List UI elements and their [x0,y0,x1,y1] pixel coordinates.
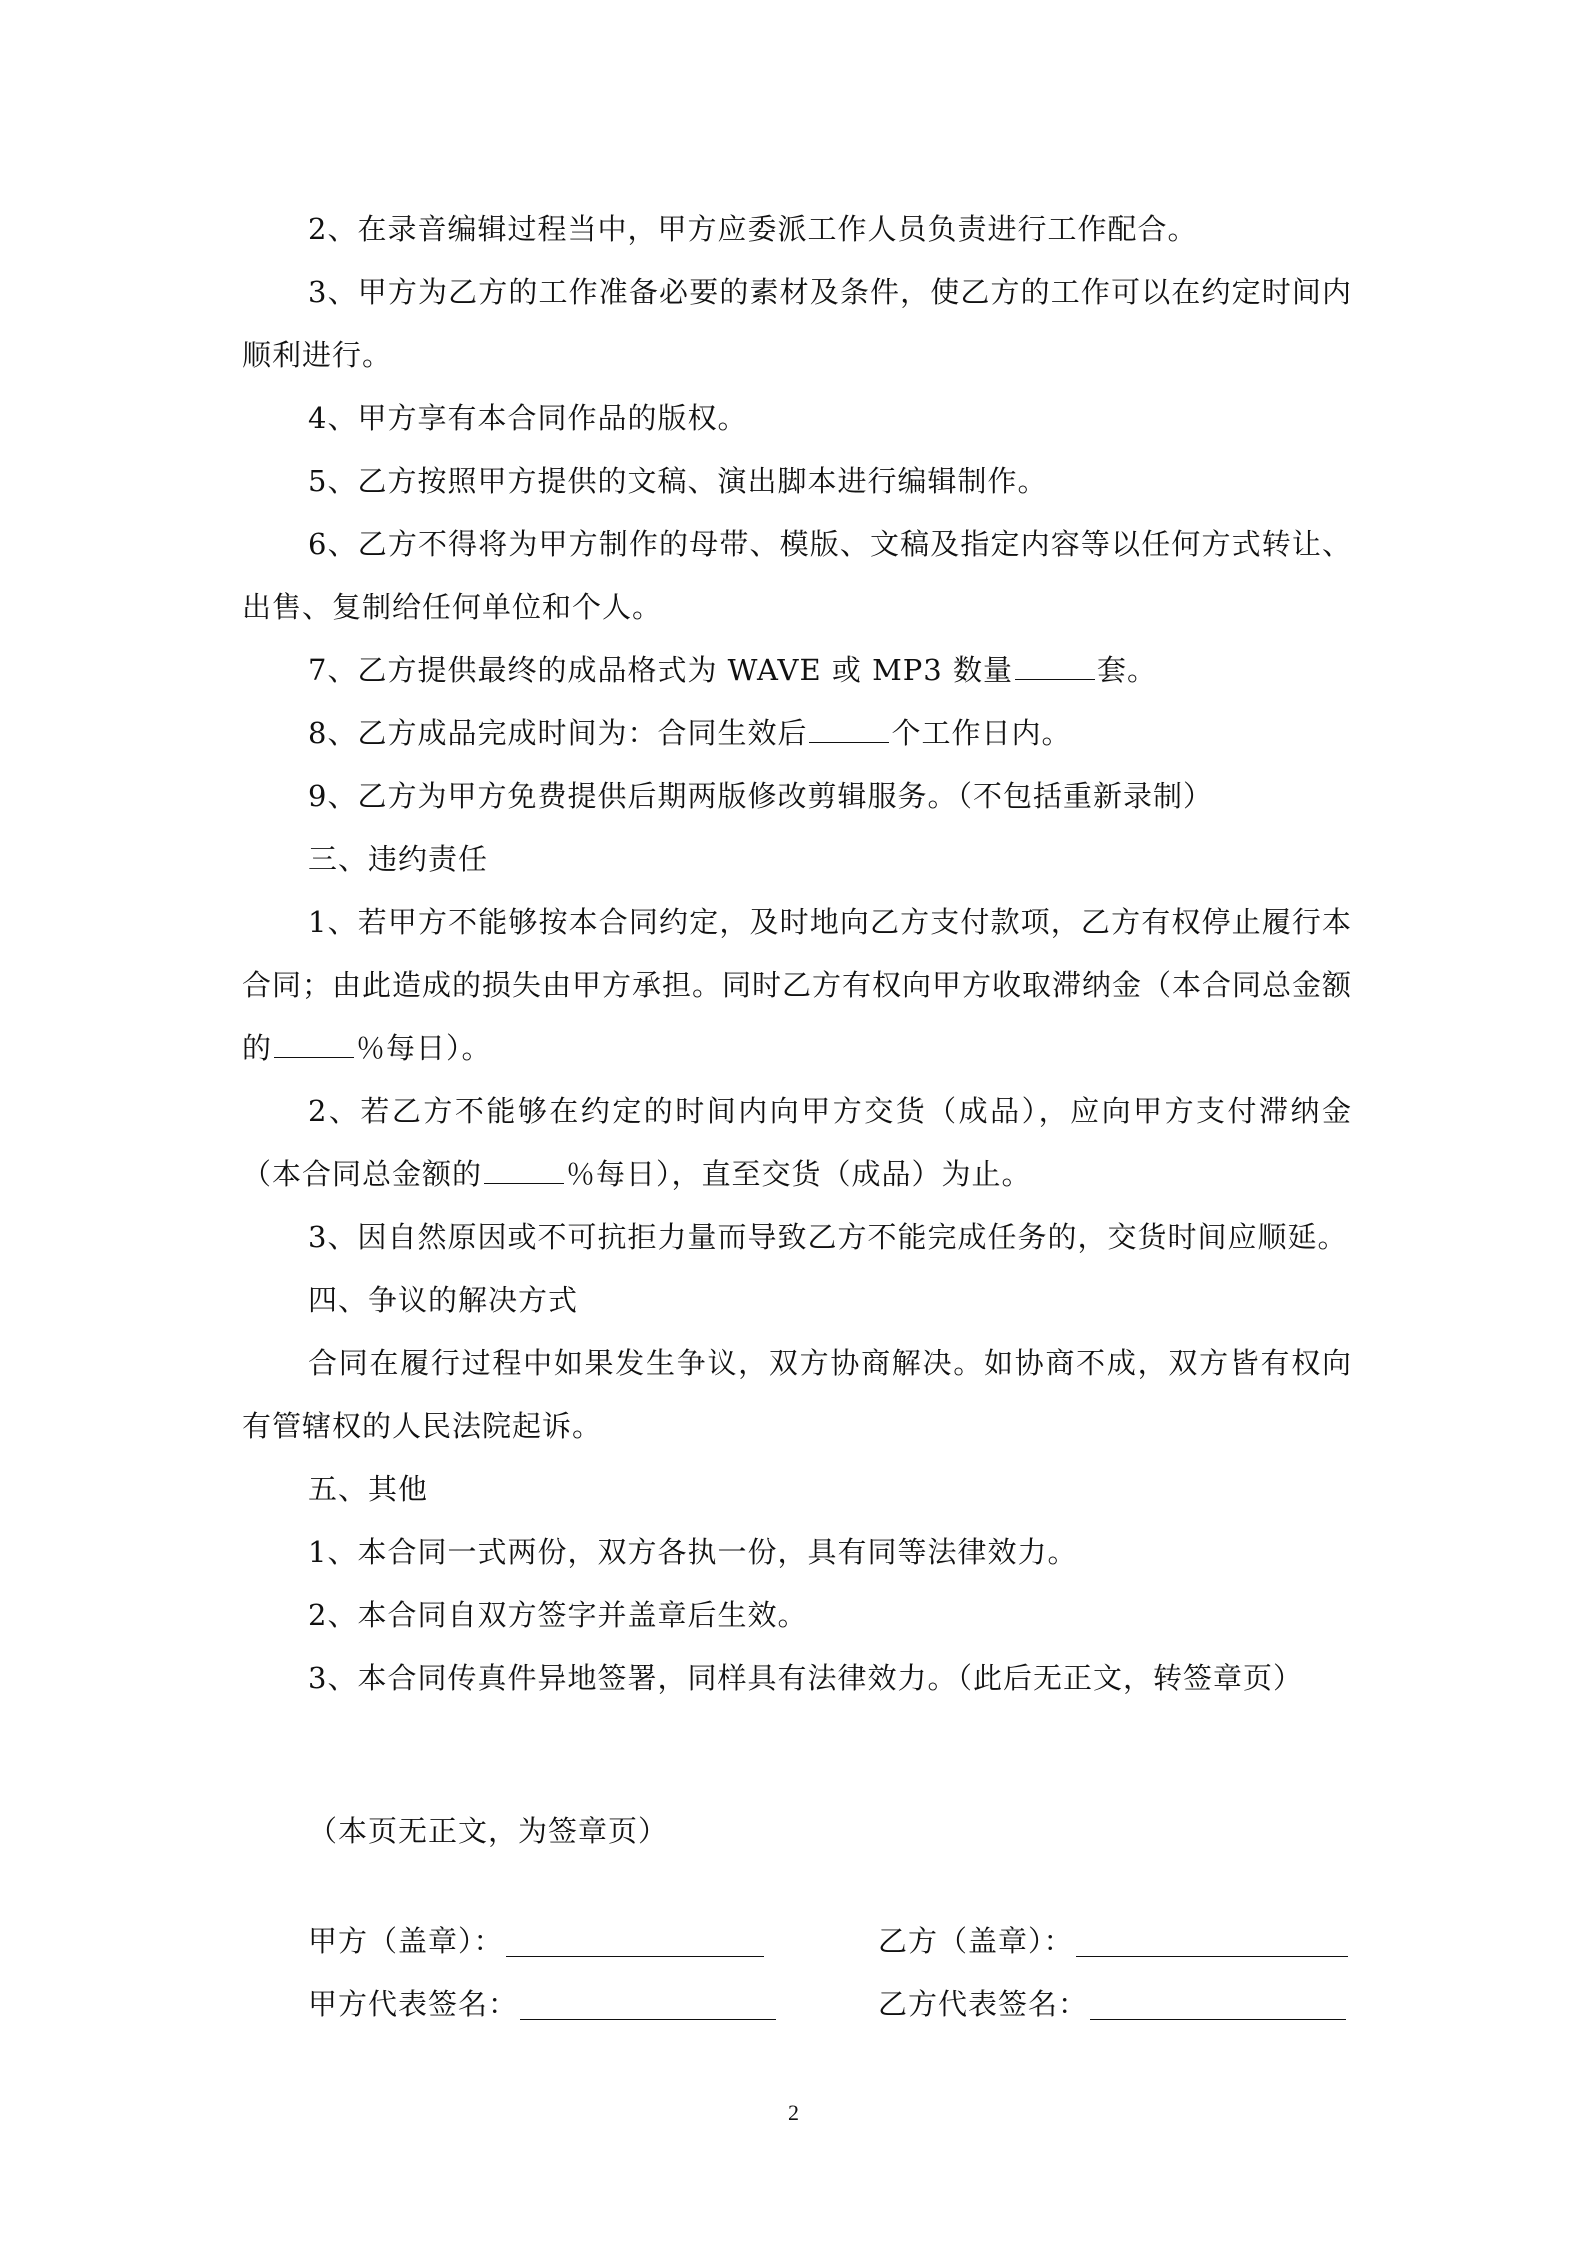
clause-paragraph: 3、因自然原因或不可抗拒力量而导致乙方不能完成任务的，交货时间应顺延。 [308,1220,1348,1254]
clause-text: ％每日）。 [356,1031,492,1065]
fill-in-blank[interactable] [1015,651,1095,680]
clause-text: 8、乙方成品完成时间为：合同生效后 [308,716,808,750]
clause-paragraph: 4、甲方享有本合同作品的版权。 [308,401,748,435]
contract-body [242,198,1352,1710]
clause-text: 套。 [1096,653,1157,687]
clause-paragraph-with-blank [242,891,1352,1080]
party-a-rep-field [308,1973,878,2036]
party-a-seal-line[interactable] [506,1928,764,1957]
clause-paragraph: 3、甲方为乙方的工作准备必要的素材及条件，使乙方的工作可以在约定时间内顺利进行。 [242,275,1352,372]
fill-in-blank[interactable] [274,1029,354,1058]
clause-paragraph: 3、本合同传真件异地签署，同样具有法律效力。（此后无正文，转签章页） [308,1661,1303,1695]
fill-in-blank[interactable] [484,1155,564,1184]
clause-paragraph: 5、乙方按照甲方提供的文稿、演出脚本进行编辑制作。 [308,464,1048,498]
page-number: 2 [788,2100,799,2125]
clause-paragraph: 合同在履行过程中如果发生争议，双方协商解决。如协商不成，双方皆有权向有管辖权的人民法院起诉。 [242,1346,1352,1443]
clause-paragraph: 2、本合同自双方签字并盖章后生效。 [308,1598,808,1632]
fill-in-blank[interactable] [809,714,889,743]
seal-row [308,1910,1352,1973]
party-a-seal-label: 甲方（盖章）： [308,1924,504,1958]
signature-block [308,1910,1352,2036]
clause-paragraph: 1、本合同一式两份，双方各执一份，具有同等法律效力。 [308,1535,1078,1569]
party-a-seal-field [308,1910,878,1973]
clause-paragraph-with-blank [242,1080,1352,1206]
party-b-rep-label: 乙方代表签名： [878,1987,1089,2021]
clause-text: 个工作日内。 [891,716,1072,750]
section-heading: 五、其他 [308,1472,429,1506]
clause-text: 2、若乙方不能够在约定的时间内向甲方交货（成品），应向甲方支付滞纳金（本合同总金额的 [242,1094,1352,1191]
clause-paragraph: 6、乙方不得将为甲方制作的母带、模版、文稿及指定内容等以任何方式转让、出售、复制给任何单位和个人。 [242,527,1352,624]
party-a-rep-line[interactable] [520,1991,776,2020]
section-heading: 三、违约责任 [308,842,489,876]
section-heading: 四、争议的解决方式 [308,1283,579,1317]
clause-text: ％每日），直至交货（成品）为止。 [566,1157,1032,1191]
representative-row [308,1973,1352,2036]
party-b-rep-line[interactable] [1090,1991,1346,2020]
clause-text: 1、若甲方不能够按本合同约定，及时地向乙方支付款项，乙方有权停止履行本合同；由此造成的损失由甲方承担。同时乙方有权向甲方收取滞纳金（本合同总金额的 [242,905,1353,1065]
party-b-seal-field [878,1910,1352,1973]
party-b-rep-field [878,1973,1352,2036]
clause-paragraph: 2、在录音编辑过程当中，甲方应委派工作人员负责进行工作配合。 [308,212,1198,246]
clause-paragraph-with-blank [242,639,1352,702]
signature-page-note: （本页无正文，为签章页） [308,1814,669,1848]
party-a-rep-label: 甲方代表签名： [308,1987,519,2021]
clause-text: 7、乙方提供最终的成品格式为 WAVE 或 MP3 数量 [308,653,1013,687]
party-b-seal-line[interactable] [1076,1928,1348,1957]
clause-paragraph-with-blank [242,702,1352,765]
party-b-seal-label: 乙方（盖章）： [878,1924,1074,1958]
clause-paragraph: 9、乙方为甲方免费提供后期两版修改剪辑服务。（不包括重新录制） [308,779,1213,813]
